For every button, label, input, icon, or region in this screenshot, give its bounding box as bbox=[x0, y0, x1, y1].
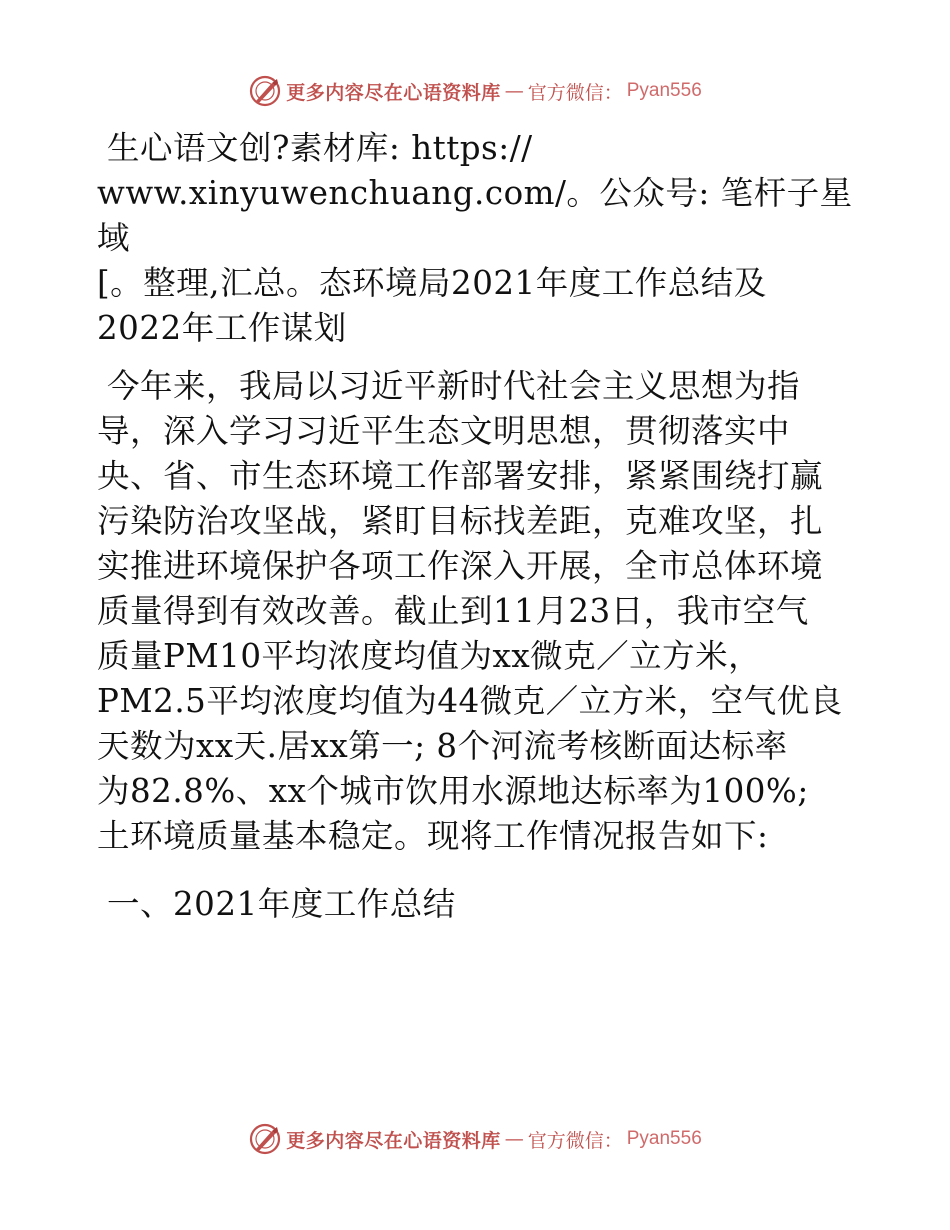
watermark-separator: — bbox=[504, 1128, 524, 1150]
watermark-top bbox=[0, 71, 950, 111]
intro-line: 质量PM10平均浓度均值为xx微克／立方米， bbox=[97, 637, 762, 675]
intro-line: 土环境质量基本稳定。现将工作情况报告如下: bbox=[97, 817, 769, 855]
intro-line: 质量得到有效改善。截止到11月23日，我市空气 bbox=[97, 592, 809, 630]
document-body bbox=[97, 126, 857, 927]
watermark-bottom bbox=[0, 1119, 950, 1159]
watermark-wechat-id: Pyan556 bbox=[626, 80, 702, 101]
quill-seal-icon bbox=[248, 1122, 282, 1156]
header-line: 2022年工作谋划 bbox=[97, 309, 347, 347]
intro-line: 污染防治攻坚战，紧盯目标找差距，克难攻坚，扎 bbox=[97, 502, 824, 540]
watermark-wechat-label: 官方微信： bbox=[527, 1129, 623, 1152]
intro-line: 今年来，我局以习近平新时代社会主义思想为指 bbox=[107, 367, 801, 405]
header-line: 生心语文创?素材库: https:// bbox=[107, 129, 533, 167]
document-header bbox=[97, 126, 857, 351]
header-line: www.xinyuwenchuang.com/。公众号: 笔杆子星域 bbox=[97, 174, 853, 257]
section-title: 一、2021年度工作总结 bbox=[107, 885, 456, 923]
intro-paragraph bbox=[97, 364, 857, 859]
header-line: [。整理,汇总。态环境局2021年度工作总结及 bbox=[97, 264, 767, 302]
intro-line: 为82.8%、xx个城市饮用水源地达标率为100%; bbox=[97, 772, 809, 810]
watermark-wechat-label: 官方微信： bbox=[527, 81, 623, 104]
quill-seal-icon bbox=[248, 74, 282, 108]
watermark-wechat-id: Pyan556 bbox=[626, 1128, 702, 1149]
intro-line: 天数为xx天.居xx第一; 8个河流考核断面达标率 bbox=[97, 727, 788, 765]
watermark-text: 更多内容尽在心语资料库 bbox=[286, 1129, 501, 1152]
watermark-text: 更多内容尽在心语资料库 bbox=[286, 81, 501, 104]
intro-line: PM2.5平均浓度均值为44微克／立方米，空气优良 bbox=[97, 682, 843, 720]
intro-line: 导，深入学习习近平生态文明思想，贯彻落实中 bbox=[97, 412, 791, 450]
intro-line: 实推进环境保护各项工作深入开展，全市总体环境 bbox=[97, 547, 824, 585]
watermark-separator: — bbox=[504, 80, 524, 102]
intro-line: 央、省、市生态环境工作部署安排，紧紧围绕打赢 bbox=[97, 457, 824, 495]
